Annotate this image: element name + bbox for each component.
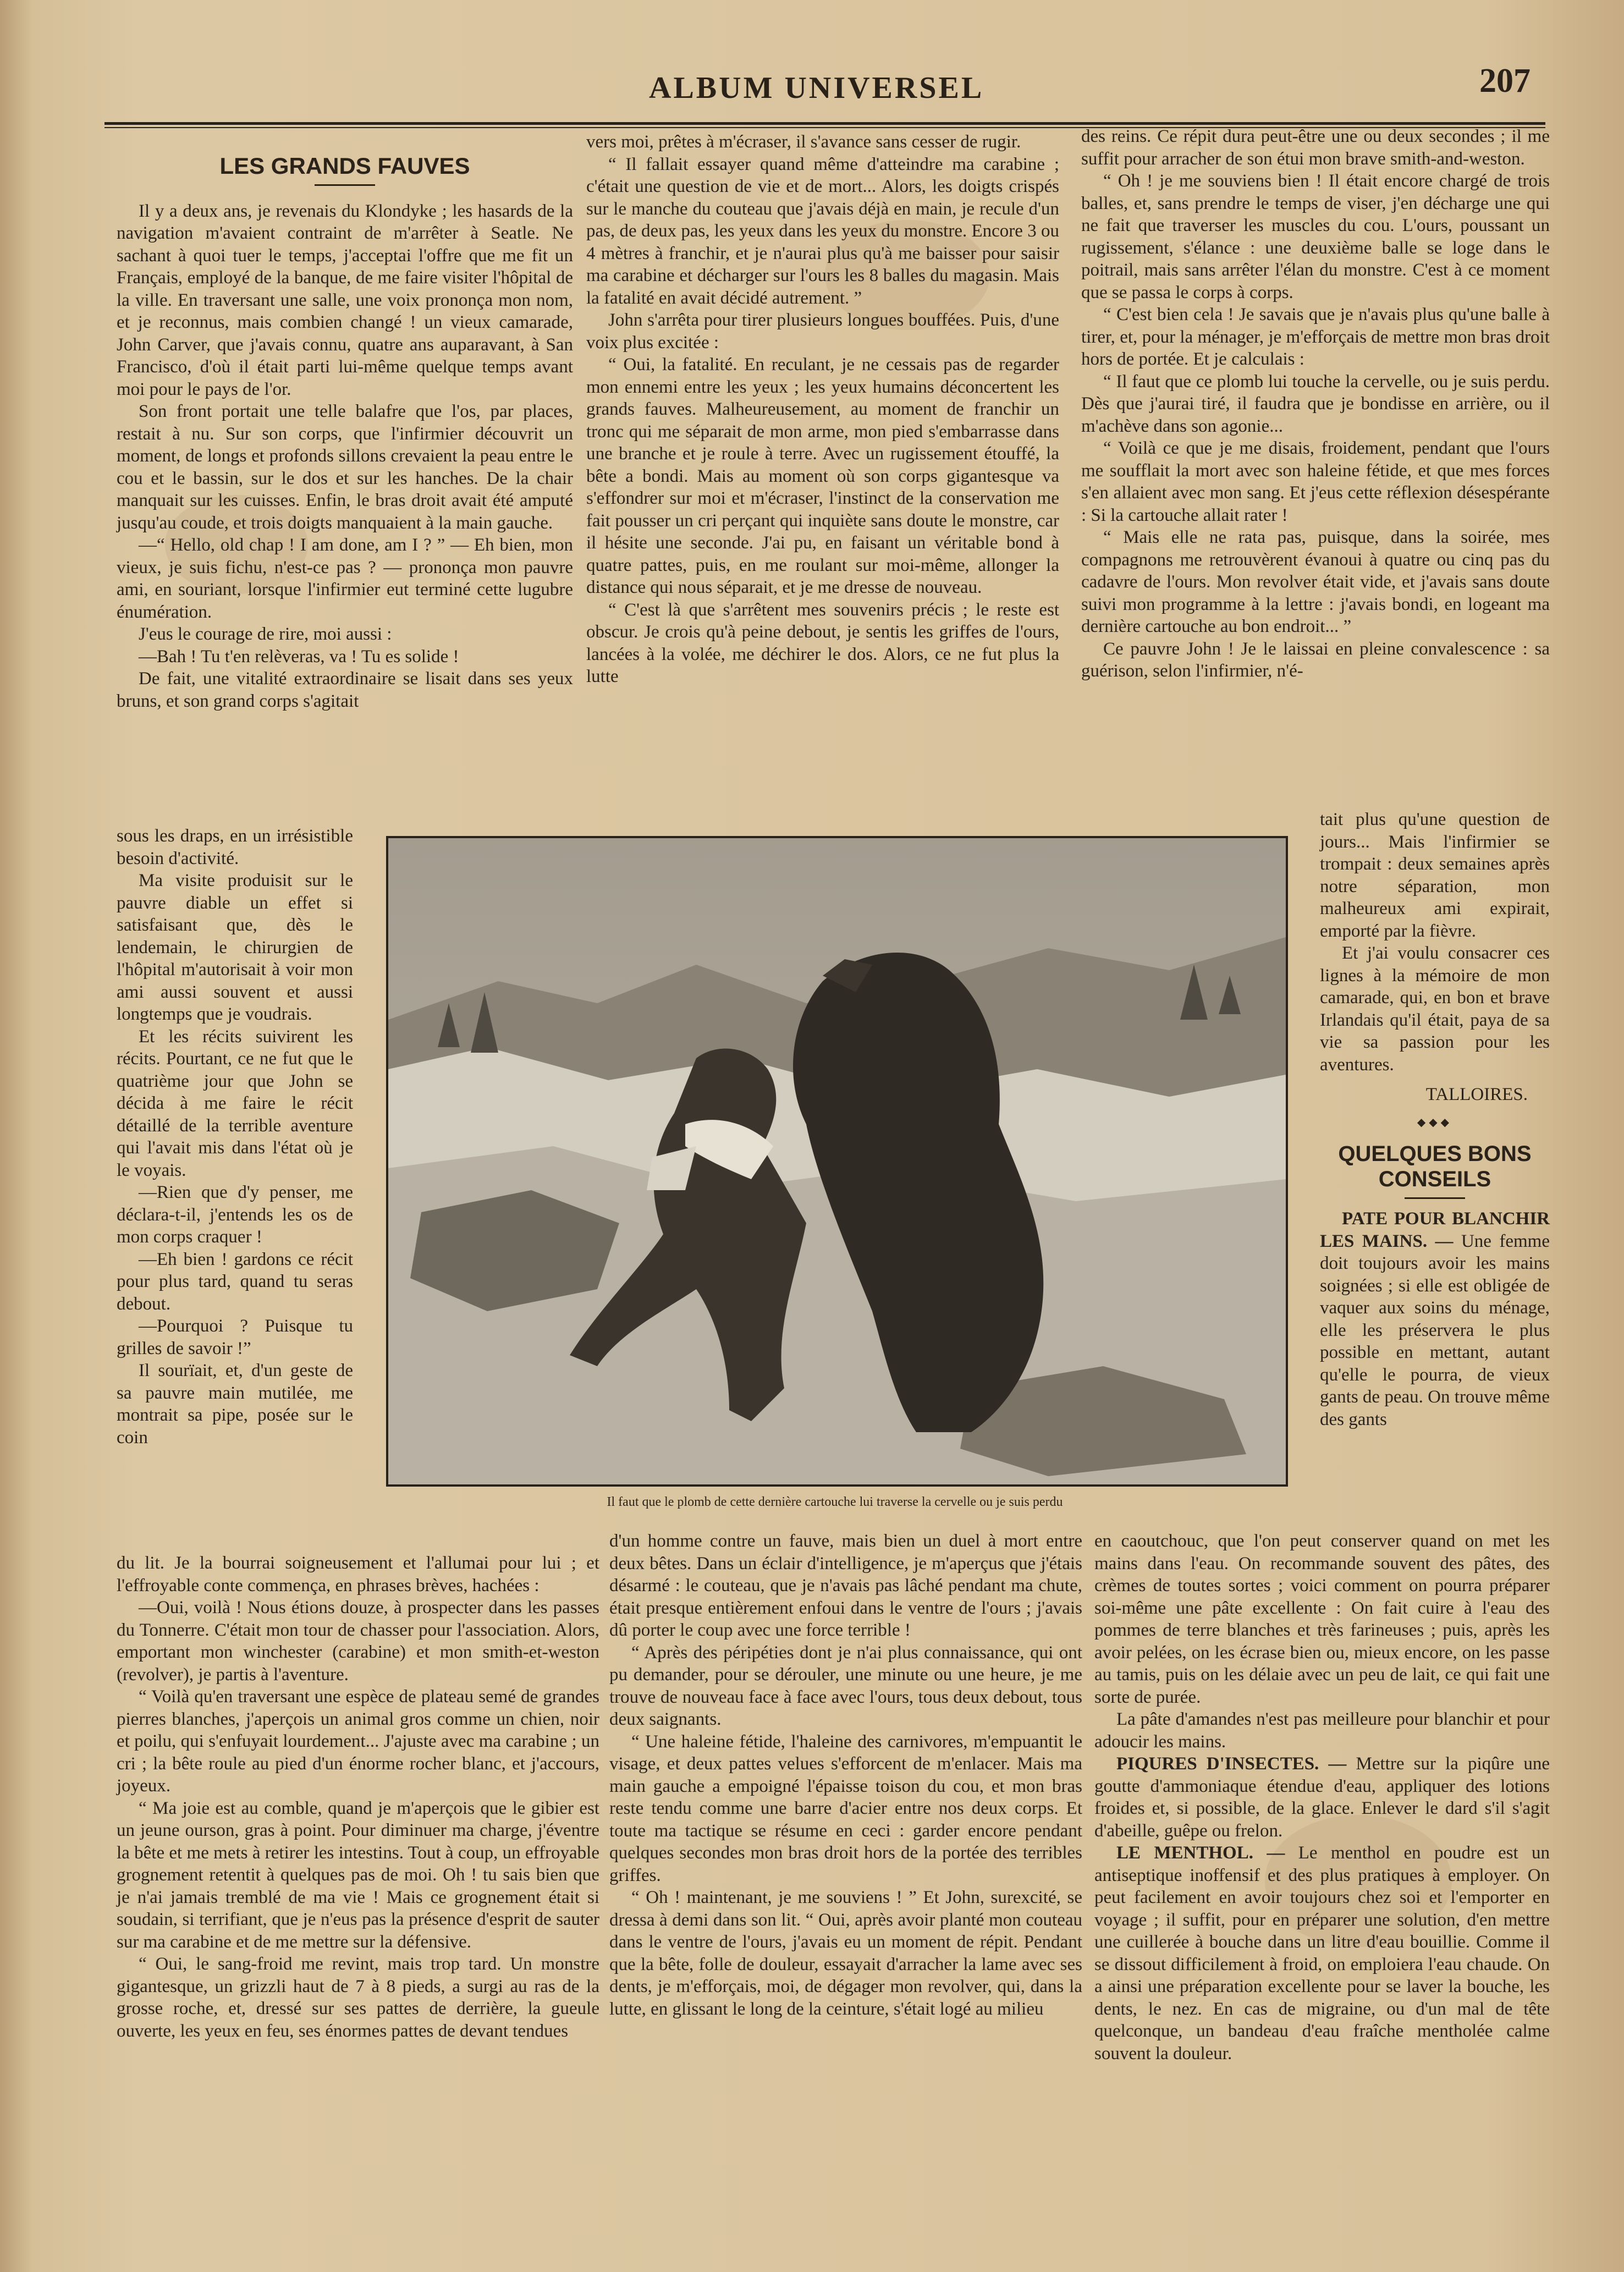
paragraph: Et j'ai voulu consacrer ces lignes à la mémoire de mon camarade, qui, en bon et brave Irlandais qu'il était, paya de sa vie sa passion pour les aventures. [1320, 943, 1550, 1075]
advice-heading-insects: PIQURES D'INSECTES. — [1116, 1754, 1347, 1774]
paragraph: Et les récits suivirent les récits. Pourtant, ce ne fut que le quatrième jour que John se décida à me faire le récit détaillé de la terrible aventure qui l'avait mis dans l'état où je le voyais. [117, 1026, 353, 1180]
article1-column1-bottom [117, 1552, 599, 2042]
paragraph: “ Oui, le sang-froid me revint, mais trop tard. Un monstre gigantesque, un grizzli haut de 7 à 8 pieds, a surgi au ras de la grosse roche, et, dressé sur ses pattes de derrière, la gueule ouverte, les yeux en feu, ses énormes pattes de devant tendues [117, 1954, 599, 2041]
paragraph: “ Oh ! je me souviens bien ! Il était encore chargé de trois balles, et, sans prendre le temps de viser, j'en décharge une qui ne fait que traverser les muscles du cou. L'ours, poussant un rugissement, s'élance : une deuxième balle se loge dans le poitrail, mais sans arrêter l'élan du monstre. C'est à ce moment que se passa le corps à corps. [1081, 171, 1550, 302]
paragraph: —Eh bien ! gardons ce récit pour plus tard, quand tu seras debout. [117, 1249, 353, 1314]
paragraph: “ Voilà qu'en traversant une espèce de plateau semé de grandes pierres blanches, j'aperçois un animal gros comme un chien, noir et poilu, qui s'enfuyait lourdement... J'ajuste avec ma carabine ; un cri ; la bête roule au pied d'un énorme rocher blanc, et j'accours, joyeux. [117, 1687, 599, 1796]
article2-title-line1: QUELQUES BONS [1338, 1142, 1532, 1166]
publication-title: ALBUM UNIVERSEL [649, 71, 984, 105]
illustration-caption: Il faut que le plomb de cette dernière cartouche lui traverse la cervelle ou je suis perdu [607, 1495, 1063, 1509]
paragraph: “ Oui, la fatalité. En reculant, je ne cessais pas de regarder mon ennemi entre les yeux ; les yeux humains déconcertent les grands fauves. Malheureusement, au moment de franchir un tronc qui me séparait de mon arme, mon pied s'embarrasse dans une branche et je roule à terre. Avec un rugissement étouffé, la bête a bondi. Mais au moment où son corps gigantesque va s'effondrer sur moi et m'écraser, l'instinct de la conservation me fait pousser un cri perçant qui inquiète sans doute le monstre, car il hésite une seconde. J'ai pu, en faisant un véritable bond à quatre pattes, puis, en me roulant sur moi-même, allonger la distance qui nous séparait, et je me dresse de nouveau. [586, 355, 1059, 597]
paragraph: —“ Hello, old chap ! I am done, am I ? ” — Eh bien, mon vieux, je suis fichu, n'est-ce pas ? — prononça mon pauvre ami, en souriant, lorsque l'infirmier eut terminé cette lugubre énumération. [117, 535, 573, 622]
article1-column1-narrow [117, 825, 353, 1449]
paragraph: Ce pauvre John ! Je le laissai en pleine convalescence : sa guérison, selon l'infirmier, n'é- [1081, 639, 1550, 681]
paragraph: De fait, une vitalité extraordinaire se lisait dans ses yeux bruns, et son grand corps s'agitait [117, 669, 573, 711]
paragraph: “ Après des péripéties dont je n'ai plus connaissance, qui ont pu demander, pour se dérouler, une minute ou une heure, je me trouve de nouveau face à face avec l'ours, tous deux debout, tous deux saignants. [609, 1642, 1082, 1729]
article1-column2-bottom [609, 1530, 1082, 2020]
paragraph: —Pourquoi ? Puisque tu grilles de savoir !” [117, 1316, 353, 1358]
paragraph: “ Ma joie est au comble, quand je m'aperçois que le gibier est un jeune ourson, gras à point. Pour diminuer ma charge, j'éventre la bête et me mets à retirer les intestins. Tout à coup, un effroyable grognement retentit à quelques pas de moi. Oh ! tu sais bien que je n'ai jamais tremblé de ma vie ! Mais ce grognement était si soudain, si terrifiant, que je n'eus pas la présence d'esprit de sauter sur ma carabine et de me mettre sur la défensive. [117, 1798, 599, 1952]
title-rule [1405, 1197, 1465, 1199]
paragraph: “ C'est là que s'arrêtent mes souvenirs précis ; le reste est obscur. Je crois qu'à peine debout, je sentis les griffes de l'ours, lancées à la volée, me déchirer le dos. Alors, ce ne fut plus la lutte [586, 599, 1059, 686]
section-ornament: ◆◆◆ [1417, 1116, 1453, 1129]
paragraph: des reins. Ce répit dura peut-être une ou deux secondes ; il me suffit pour arracher de son étui mon brave smith-and-weston. [1081, 126, 1550, 169]
advice-heading-menthol: LE MENTHOL. — [1116, 1843, 1285, 1863]
paragraph: “ Une haleine fétide, l'haleine des carnivores, m'empuantit le visage, et deux pattes velues s'efforcent de m'enlacer. Mais ma main gauche a empoigné l'épaisse toison du cou, et mon bras reste tendu comme une barre d'acier entre nos deux corps. Et toute ma tactique se résume en ceci : garder encore pendant quelques secondes mon bras droit hors de la portée des terribles griffes. [609, 1731, 1082, 1885]
article1-column3-narrow [1320, 808, 1550, 1431]
paragraph: d'un homme contre un fauve, mais bien un duel à mort entre deux bêtes. Dans un éclair d'intelligence, je m'aperçus que j'étais désarmé : le couteau, que je n'avais pas lâché pendant ma chute, était presque entièrement enfoui dans le ventre de l'ours ; j'avais dû porter le coup avec une force terrible ! [609, 1531, 1082, 1640]
paragraph: “ Il fallait essayer quand même d'atteindre ma carabine ; c'était une question de vie et de mort... Alors, les doigts crispés sur le manche du couteau que j'avais déjà en main, je recule d'un pas, de deux pas, les yeux dans les yeux du monstre. Encore 3 ou 4 mètres à franchir, et je n'aurai plus qu'à me baisser pour saisir ma carabine et décharger sur l'ours les 8 balles du magasin. Mais la fatalité en avait décidé autrement. ” [586, 154, 1059, 308]
advice-heading-hands: PATE POUR BLANCHIR LES MAINS. — [1320, 1209, 1550, 1251]
paragraph: Il sourïait, et, d'un geste de sa pauvre main mutilée, me montrait sa pipe, posée sur le coin [117, 1361, 353, 1448]
paragraph: “ C'est bien cela ! Je savais que je n'avais plus qu'une balle à tirer, et, pour la ménager, je m'efforçais de mettre mon bras droit hors de portée. Et je calculais : [1081, 305, 1550, 369]
article1-column2-top [586, 131, 1059, 688]
paragraph: —Oui, voilà ! Nous étions douze, à prospecter dans les passes du Tonnerre. C'était mon tour de chasser pour l'association. Alors, emportant mon winchester (carabine) et mon smith-et-weston (revolver), je partis à l'aventure. [117, 1598, 599, 1685]
paragraph: J'eus le courage de rire, moi aussi : [139, 624, 392, 644]
paragraph: “ Oh ! maintenant, je me souviens ! ” Et John, surexcité, se dressa à demi dans son lit. “ Oui, après avoir planté mon couteau dans le ventre de l'ours, j'avais eu un moment de répit. Pendant que la bête, folle de douleur, essayait d'arracher la lame avec ses dents, je m'efforçais, moi, de dégager mon revolver, qui, dans la lutte, en glissant le long de la ceinture, s'était logé au milieu [609, 1888, 1082, 2019]
paragraph: “ Il faut que ce plomb lui touche la cervelle, ou je suis perdu. Dès que j'aurai tiré, il faudra que je bondisse en arrière, ou il m'achève dans son agonie... [1081, 371, 1550, 436]
paragraph: en caoutchouc, que l'on peut conserver quand on met les mains dans l'eau. On recommande souvent des pâtes, des crèmes de toutes sortes ; voici comment on pourra préparer soi-même une pâte excellente : On fait cuire à l'eau des pommes de terre blanches et très farineuses ; puis, après les avoir pelées, on les écrase bien ou, mieux encore, on les passe au tamis, puis on les délaie avec un peu de lait, ce qui fait une sorte de purée. [1094, 1531, 1550, 1707]
paragraph: Il y a deux ans, je revenais du Klondyke ; les hasards de la navigation m'avaient contraint de m'arrêter à Seatle. Ne sachant à quoi tuer le temps, j'acceptai l'offre que me fit un Français, employé de la banque, de me faire visiter l'hôpital de la ville. En traversant une salle, une voix prononça mon nom, et je reconnus, mais combien changé ! un vieux camarade, John Carver, que j'avais connu, quatre ans auparavant, à San Francisco, d'où il était parti lui-même quelque temps avant moi pour le pays de l'or. [117, 201, 573, 399]
title-rule [315, 184, 375, 186]
article2-column-bottom [1094, 1530, 1550, 2065]
paragraph: “ Voilà ce que je me disais, froidement, pendant que l'ours me soufflait la mort avec son haleine fétide, et que mes forces s'en allaient avec mon sang. Et j'eus cette réflexion désespérante : Si la cartouche allait rater ! [1081, 438, 1550, 525]
advice-text: Le menthol en poudre est un antiseptique inoffensif et des plus pratiques à employer. On peut facilement en avoir toujours chez soi et l'emporter en voyage ; il suffit, pour en préparer une solution, d'en mettre une cuillerée à bouche dans un litre d'eau bouillie. Comme il se dissout difficilement à froid, on emploiera l'eau chaude. On a ainsi une préparation excellente pour se laver la bouche, les dents, le nez. En cas de migraine, ou d'un mal de tête quelconque, un bandeau d'eau fraîche mentholée calme souvent la douleur. [1094, 1843, 1550, 2064]
article2-title-line2: CONSEILS [1378, 1167, 1491, 1191]
paragraph: La pâte d'amandes n'est pas meilleure pour blanchir et pour adoucir les mains. [1094, 1709, 1550, 1752]
paragraph: du lit. Je la bourrai soigneusement et l'allumai pour lui ; et l'effroyable conte commença, en phrases brèves, hachées : [117, 1553, 599, 1596]
paragraph: Ma visite produisit sur le pauvre diable un effet si satisfaisant que, dès le lendemain, le chirurgien de l'hôpital m'autorisait à voir mon ami aussi souvent et aussi longtemps que je voudrais. [117, 871, 353, 1024]
article1-column3-top [1081, 125, 1550, 683]
paragraph: tait plus qu'une question de jours... Mais l'infirmier se trompait : deux semaines après notre séparation, mon malheureux ami expirait, emporté par la fièvre. [1320, 810, 1550, 941]
paragraph: vers moi, prêtes à m'écraser, il s'avance sans cesser de rugir. [586, 132, 1021, 152]
advice-text: Une femme doit toujours avoir les mains soignées ; si elle est obligée de vaquer aux soins du ménage, elle les préservera le plus possible en mettant, autant qu'elle le pourra, de vieux gants de peau. On trouve même des gants [1320, 1231, 1550, 1429]
paragraph: “ Mais elle ne rata pas, puisque, dans la soirée, mes compagnons me retrouvèrent évanoui à quatre ou cinq pas du cadavre de l'ours. Mon revolver était vide, et j'avais sans doute suivi mon programme à la lettre : j'avais bondi, en logeant ma dernière cartouche au bon endroit... ” [1081, 527, 1550, 636]
page-number: 207 [1479, 62, 1531, 100]
header-rule [104, 122, 1545, 125]
illustration-drawing [388, 838, 1286, 1484]
paragraph: —Bah ! Tu t'en relèveras, va ! Tu es solide ! [139, 646, 459, 667]
bear-fight-illustration [386, 836, 1288, 1487]
advice-text: Mettre sur la piqûre une goutte d'ammoniaque étendue d'eau, appliquer des lotions froides et, si possible, de la glace. Enlever le dard s'il s'agit d'abeille, guêpe ou frelon. [1094, 1754, 1550, 1841]
article1-column1-top [117, 155, 573, 712]
paragraph: sous les draps, en un irrésistible besoin d'activité. [117, 826, 353, 868]
paragraph: —Rien que d'y penser, me déclara-t-il, j'entends les os de mon corps craquer ! [117, 1182, 353, 1247]
paragraph: Son front portait une telle balafre que l'os, par places, restait à nu. Sur son corps, que l'infirmier découvrit un moment, de longs et profonds sillons crevaient la peau entre le cou et le bassin, sur le dos et sur les hanches. De la chair manquait sur les cuisses. Enfin, le bras droit avait été amputé jusqu'au coude, et trois doigts manquaient à la main gauche. [117, 401, 573, 533]
article1-title: LES GRANDS FAUVES [219, 153, 470, 179]
article-signature: TALLOIRES. [1425, 1085, 1528, 1104]
paragraph: John s'arrêta pour tirer plusieurs longues bouffées. Puis, d'une voix plus excitée : [586, 310, 1059, 353]
